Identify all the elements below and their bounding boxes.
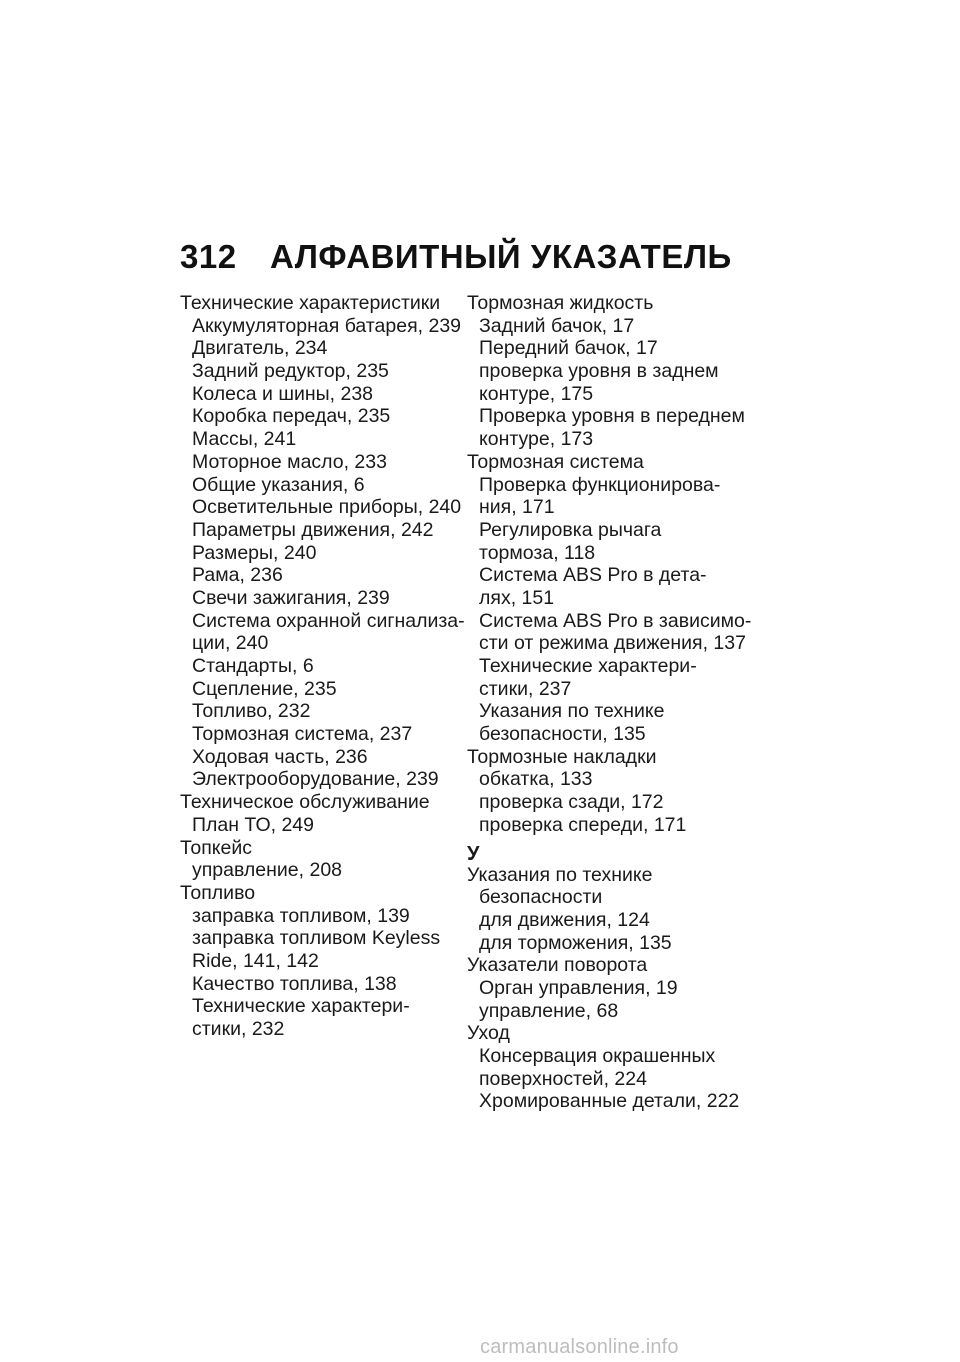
- index-subentry: стики, 232: [192, 1018, 285, 1040]
- index-subentry: безопасности: [479, 886, 603, 909]
- index-subentry: Проверка функционирова-: [479, 473, 721, 496]
- index-heading: Топливо: [180, 881, 256, 904]
- index-heading: Указатели поворота: [467, 954, 648, 977]
- index-subentry: Орган управления, 19: [479, 976, 678, 999]
- index-subentry: безопасности, 135: [479, 723, 646, 746]
- index-subentry: Ходовая часть, 236: [192, 745, 368, 768]
- index-subentry: ции, 240: [192, 632, 269, 655]
- index-subentry: Электрооборудование, 239: [192, 768, 439, 791]
- index-column-right: [467, 292, 757, 1113]
- index-subentry: проверка сзади, 172: [479, 791, 664, 814]
- index-subentry: Указания по технике: [479, 700, 665, 723]
- index-subentry: Сцепление, 235: [192, 677, 337, 700]
- index-subentry: тормоза, 118: [479, 541, 596, 564]
- index-subentry: Аккумуляторная батарея, 239: [192, 314, 462, 337]
- index-subentry: обкатка, 133: [479, 768, 593, 791]
- index-subentry: для движения, 124: [479, 908, 650, 931]
- index-subentry: Топливо, 232: [192, 700, 311, 723]
- index-subentry: Хромированные детали, 222: [479, 1090, 740, 1113]
- index-subentry: План ТО, 249: [192, 813, 314, 836]
- index-heading: Техническое обслуживание: [180, 791, 430, 814]
- index-heading: Технические характеристики: [180, 292, 441, 314]
- index-subentry: Колеса и шины, 238: [192, 382, 374, 405]
- index-subentry: поверхностей, 224: [479, 1067, 647, 1090]
- index-subentry: проверка уровня в заднем: [479, 360, 719, 383]
- index-subentry: ния, 171: [479, 496, 555, 519]
- index-subentry: управление, 68: [479, 999, 619, 1022]
- index-subentry: контуре, 173: [479, 428, 594, 451]
- index-subentry: проверка спереди, 171: [479, 813, 687, 836]
- index-subentry: Технические характери-: [479, 655, 697, 677]
- index-heading: Тормозная система: [467, 450, 644, 473]
- watermark: carmanualsonline.info: [480, 1336, 679, 1358]
- index-subentry: стики, 237: [479, 677, 572, 700]
- index-subentry: контуре, 175: [479, 382, 594, 405]
- index-subentry: Массы, 241: [192, 428, 297, 451]
- index-subentry: Передний бачок, 17: [479, 337, 658, 360]
- index-subentry: Технические характери-: [192, 995, 410, 1018]
- index-subentry: Система ABS Pro в дета-: [479, 564, 707, 587]
- index-subentry: Качество топлива, 138: [192, 972, 397, 995]
- section-letter: У: [467, 842, 480, 865]
- index-subentry: Задний бачок, 17: [479, 314, 635, 337]
- index-subentry: Осветительные приборы, 240: [192, 496, 462, 519]
- index-subentry: для торможения, 135: [479, 931, 672, 954]
- index-subentry: Тормозная система, 237: [192, 723, 413, 746]
- index-subentry: Проверка уровня в переднем: [479, 405, 745, 428]
- index-subentry: заправка топливом, 139: [192, 904, 410, 927]
- index-subentry: Двигатель, 234: [192, 337, 328, 360]
- index-heading: Тормозная жидкость: [467, 292, 654, 314]
- index-column-left: [180, 292, 465, 1041]
- index-subentry: Общие указания, 6: [192, 473, 365, 496]
- index-subentry: Свечи зажигания, 239: [192, 586, 390, 609]
- index-heading: Уход: [467, 1022, 510, 1045]
- index-subentry: Параметры движения, 242: [192, 518, 434, 541]
- index-heading: Тормозные накладки: [467, 745, 657, 768]
- index-subentry: лях, 151: [479, 586, 555, 609]
- index-subentry: Регулировка рычага: [479, 518, 662, 541]
- index-subentry: Консервация окрашенных: [479, 1045, 716, 1067]
- index-subentry: сти от режима движения, 137: [479, 632, 746, 655]
- index-subentry: Задний редуктор, 235: [192, 360, 389, 383]
- index-subentry: заправка топливом Keyless: [192, 927, 441, 950]
- index-subentry: Стандарты, 6: [192, 655, 314, 677]
- page-title: АЛФАВИТНЫЙ УКАЗАТЕЛЬ: [270, 238, 732, 275]
- index-heading: Указания по технике: [467, 863, 653, 886]
- index-subentry: Ride, 141, 142: [192, 949, 319, 972]
- index-subentry: управление, 208: [192, 859, 343, 882]
- index-subentry: Коробка передач, 235: [192, 405, 391, 428]
- page-header: [180, 238, 732, 276]
- index-subentry: Рама, 236: [192, 564, 283, 587]
- page-number: 312: [180, 238, 237, 275]
- index-subentry: Система ABS Pro в зависимо-: [479, 609, 752, 632]
- index-subentry: Моторное масло, 233: [192, 450, 387, 473]
- index-heading: Топкейс: [180, 836, 253, 859]
- index-subentry: Система охранной сигнализа-: [192, 609, 465, 632]
- index-subentry: Размеры, 240: [192, 541, 317, 564]
